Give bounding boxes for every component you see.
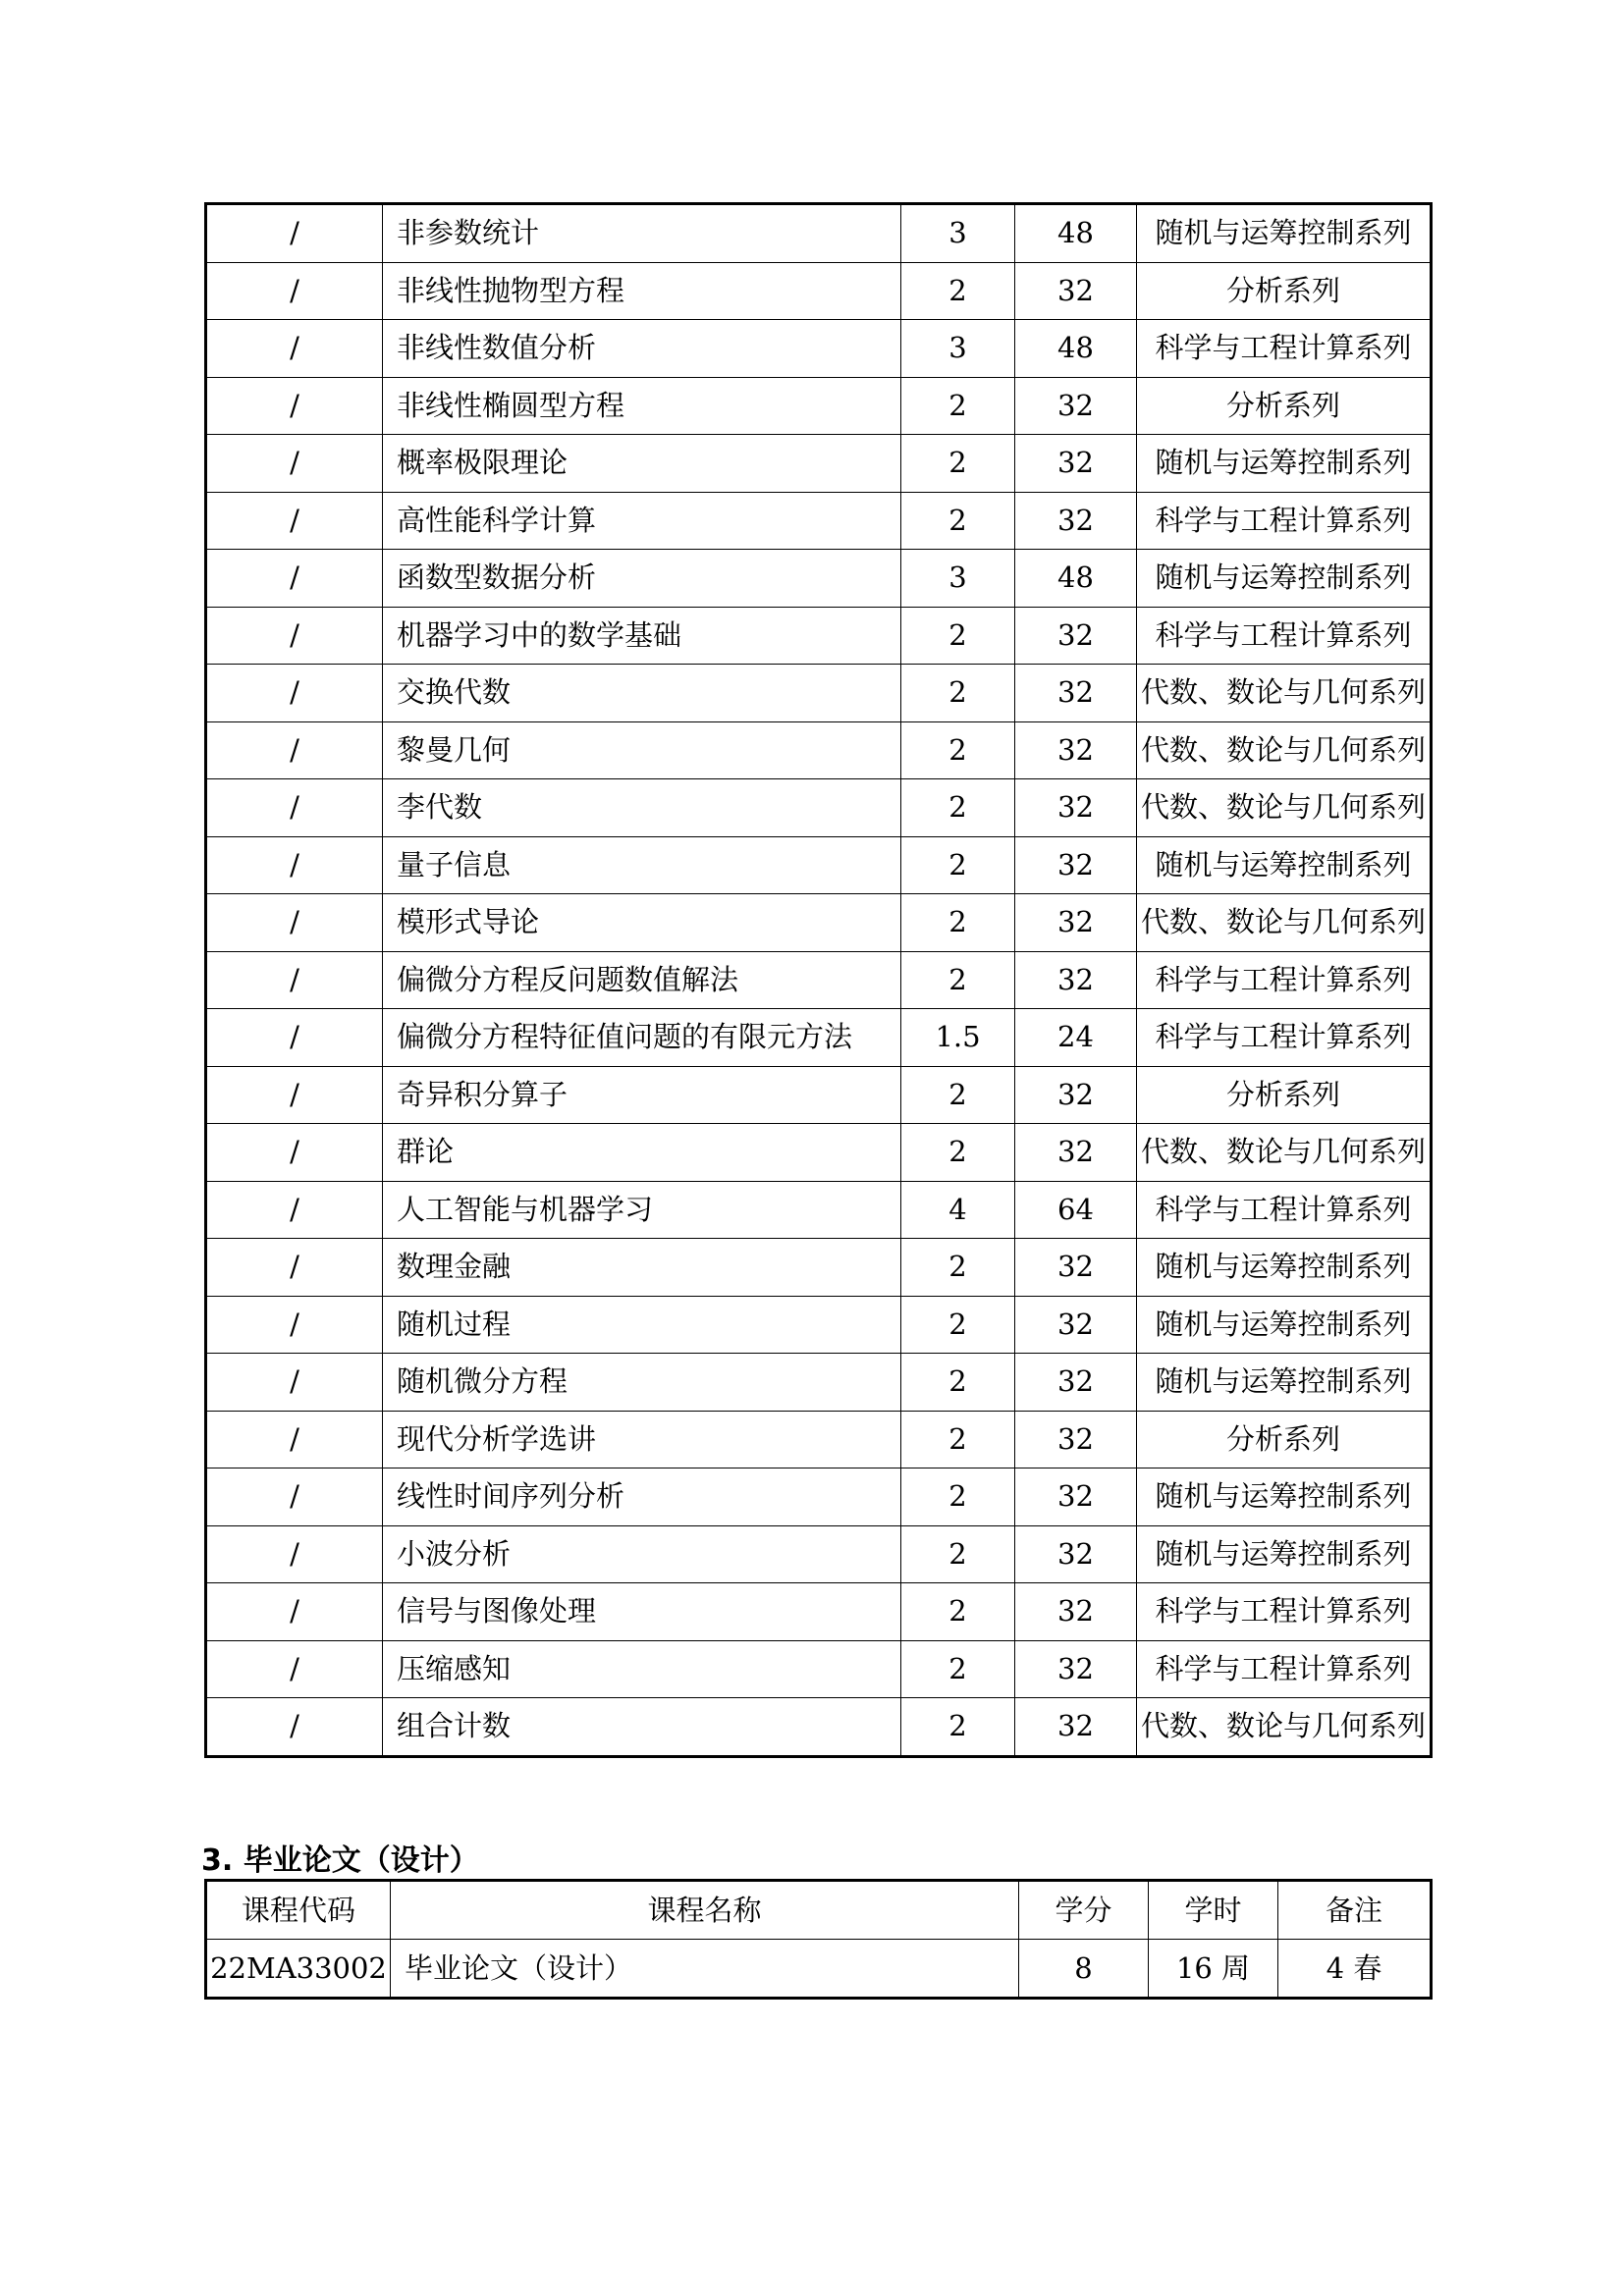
thesis-row: [206, 1940, 1432, 1999]
course-code: /: [206, 1239, 383, 1297]
course-code: /: [206, 1181, 383, 1239]
course-hours: 48: [1015, 320, 1137, 378]
course-series: 随机与运筹控制系列: [1137, 1354, 1432, 1412]
course-code: /: [206, 894, 383, 952]
table-row: [206, 1411, 1432, 1468]
table-row: [206, 1296, 1432, 1354]
thesis-note: 4 春: [1278, 1940, 1432, 1999]
table-row: [206, 1640, 1432, 1698]
table-row: [206, 1124, 1432, 1182]
course-series: 科学与工程计算系列: [1137, 1640, 1432, 1698]
course-code: /: [206, 262, 383, 320]
course-series: 代数、数论与几何系列: [1137, 1124, 1432, 1182]
course-name: 小波分析: [383, 1525, 901, 1583]
course-name: 偏微分方程反问题数值解法: [383, 951, 901, 1009]
course-code: /: [206, 1009, 383, 1067]
course-name: 高性能科学计算: [383, 492, 901, 550]
course-series: 随机与运筹控制系列: [1137, 1296, 1432, 1354]
header-course-code: 课程代码: [206, 1881, 391, 1940]
course-hours: 32: [1015, 1468, 1137, 1526]
course-credits: 2: [901, 665, 1015, 722]
course-credits: 2: [901, 1239, 1015, 1297]
course-name: 线性时间序列分析: [383, 1468, 901, 1526]
course-name: 非线性数值分析: [383, 320, 901, 378]
course-hours: 48: [1015, 550, 1137, 608]
course-name: 随机微分方程: [383, 1354, 901, 1412]
course-series: 随机与运筹控制系列: [1137, 550, 1432, 608]
course-credits: 2: [901, 951, 1015, 1009]
header-hours: 学时: [1149, 1881, 1278, 1940]
course-name: 人工智能与机器学习: [383, 1181, 901, 1239]
course-credits: 2: [901, 607, 1015, 665]
course-credits: 2: [901, 1411, 1015, 1468]
course-series: 随机与运筹控制系列: [1137, 435, 1432, 493]
course-hours: 32: [1015, 1124, 1137, 1182]
course-hours: 32: [1015, 951, 1137, 1009]
course-credits: 2: [901, 1525, 1015, 1583]
course-credits: 4: [901, 1181, 1015, 1239]
course-credits: 2: [901, 894, 1015, 952]
elective-course-table: [204, 202, 1433, 1758]
course-code: /: [206, 320, 383, 378]
thesis-table: [204, 1879, 1433, 2000]
course-code: /: [206, 665, 383, 722]
course-series: 科学与工程计算系列: [1137, 607, 1432, 665]
course-code: /: [206, 1698, 383, 1757]
table-row: [206, 1009, 1432, 1067]
course-name: 信号与图像处理: [383, 1583, 901, 1641]
course-code: /: [206, 550, 383, 608]
course-name: 压缩感知: [383, 1640, 901, 1698]
course-hours: 32: [1015, 262, 1137, 320]
thesis-credits: 8: [1019, 1940, 1149, 1999]
course-credits: 2: [901, 435, 1015, 493]
thesis-header-row: [206, 1881, 1432, 1940]
table-row: [206, 1066, 1432, 1124]
course-code: /: [206, 1296, 383, 1354]
table-row: [206, 550, 1432, 608]
table-row: [206, 665, 1432, 722]
table-row: [206, 1583, 1432, 1641]
course-credits: 1.5: [901, 1009, 1015, 1067]
course-series: 随机与运筹控制系列: [1137, 836, 1432, 894]
course-series: 代数、数论与几何系列: [1137, 665, 1432, 722]
course-credits: 3: [901, 320, 1015, 378]
course-code: /: [206, 1411, 383, 1468]
table-row: [206, 492, 1432, 550]
course-name: 函数型数据分析: [383, 550, 901, 608]
course-hours: 32: [1015, 1698, 1137, 1757]
course-hours: 32: [1015, 1525, 1137, 1583]
course-name: 交换代数: [383, 665, 901, 722]
course-series: 代数、数论与几何系列: [1137, 1698, 1432, 1757]
course-name: 非线性抛物型方程: [383, 262, 901, 320]
table-row: [206, 1698, 1432, 1757]
course-name: 李代数: [383, 779, 901, 837]
course-hours: 32: [1015, 894, 1137, 952]
table-row: [206, 894, 1432, 952]
course-series: 分析系列: [1137, 1066, 1432, 1124]
course-table-body: [206, 204, 1432, 1757]
table-row: [206, 377, 1432, 435]
course-credits: 3: [901, 550, 1015, 608]
course-name: 非线性椭圆型方程: [383, 377, 901, 435]
course-credits: 2: [901, 1124, 1015, 1182]
course-credits: 2: [901, 1698, 1015, 1757]
course-credits: 2: [901, 1354, 1015, 1412]
header-course-name: 课程名称: [391, 1881, 1019, 1940]
course-credits: 2: [901, 1468, 1015, 1526]
course-hours: 32: [1015, 1066, 1137, 1124]
thesis-course-code: 22MA33002: [206, 1940, 391, 1999]
table-row: [206, 951, 1432, 1009]
course-credits: 2: [901, 262, 1015, 320]
course-hours: 64: [1015, 1181, 1137, 1239]
course-name: 奇异积分算子: [383, 1066, 901, 1124]
course-name: 量子信息: [383, 836, 901, 894]
course-name: 数理金融: [383, 1239, 901, 1297]
course-series: 随机与运筹控制系列: [1137, 1239, 1432, 1297]
course-hours: 32: [1015, 1411, 1137, 1468]
section-heading: 3. 毕业论文（设计）: [201, 1843, 479, 1878]
course-hours: 32: [1015, 1239, 1137, 1297]
course-credits: 2: [901, 492, 1015, 550]
course-credits: 2: [901, 1640, 1015, 1698]
course-name: 黎曼几何: [383, 721, 901, 779]
course-code: /: [206, 1066, 383, 1124]
course-code: /: [206, 1583, 383, 1641]
course-code: /: [206, 435, 383, 493]
course-hours: 24: [1015, 1009, 1137, 1067]
course-series: 代数、数论与几何系列: [1137, 779, 1432, 837]
table-row: [206, 1525, 1432, 1583]
table-row: [206, 607, 1432, 665]
course-hours: 32: [1015, 836, 1137, 894]
course-code: /: [206, 836, 383, 894]
course-series: 分析系列: [1137, 1411, 1432, 1468]
course-credits: 2: [901, 377, 1015, 435]
course-series: 代数、数论与几何系列: [1137, 721, 1432, 779]
table-row: [206, 1181, 1432, 1239]
course-series: 科学与工程计算系列: [1137, 951, 1432, 1009]
course-hours: 32: [1015, 435, 1137, 493]
course-name: 随机过程: [383, 1296, 901, 1354]
table-row: [206, 1239, 1432, 1297]
course-series: 科学与工程计算系列: [1137, 320, 1432, 378]
course-code: /: [206, 204, 383, 263]
course-series: 科学与工程计算系列: [1137, 1181, 1432, 1239]
table-row: [206, 721, 1432, 779]
course-series: 科学与工程计算系列: [1137, 1583, 1432, 1641]
course-name: 非参数统计: [383, 204, 901, 263]
course-code: /: [206, 779, 383, 837]
table-row: [206, 262, 1432, 320]
course-hours: 32: [1015, 1583, 1137, 1641]
course-name: 机器学习中的数学基础: [383, 607, 901, 665]
course-series: 分析系列: [1137, 262, 1432, 320]
course-name: 模形式导论: [383, 894, 901, 952]
course-code: /: [206, 377, 383, 435]
course-hours: 32: [1015, 607, 1137, 665]
thesis-hours: 16 周: [1149, 1940, 1278, 1999]
course-credits: 2: [901, 1296, 1015, 1354]
course-credits: 2: [901, 779, 1015, 837]
course-hours: 32: [1015, 1640, 1137, 1698]
header-credits: 学分: [1019, 1881, 1149, 1940]
course-name: 偏微分方程特征值问题的有限元方法: [383, 1009, 901, 1067]
course-hours: 32: [1015, 665, 1137, 722]
table-row: [206, 1354, 1432, 1412]
course-credits: 3: [901, 204, 1015, 263]
course-code: /: [206, 1468, 383, 1526]
thesis-course-name: 毕业论文（设计）: [391, 1940, 1019, 1999]
course-code: /: [206, 1354, 383, 1412]
course-series: 代数、数论与几何系列: [1137, 894, 1432, 952]
table-row: [206, 435, 1432, 493]
course-credits: 2: [901, 1583, 1015, 1641]
course-series: 随机与运筹控制系列: [1137, 204, 1432, 263]
course-hours: 32: [1015, 779, 1137, 837]
course-code: /: [206, 951, 383, 1009]
table-row: [206, 320, 1432, 378]
course-name: 组合计数: [383, 1698, 901, 1757]
course-series: 科学与工程计算系列: [1137, 492, 1432, 550]
course-name: 现代分析学选讲: [383, 1411, 901, 1468]
course-name: 群论: [383, 1124, 901, 1182]
course-code: /: [206, 1640, 383, 1698]
course-hours: 32: [1015, 1354, 1137, 1412]
table-row: [206, 836, 1432, 894]
course-hours: 48: [1015, 204, 1137, 263]
course-credits: 2: [901, 721, 1015, 779]
course-hours: 32: [1015, 1296, 1137, 1354]
course-series: 随机与运筹控制系列: [1137, 1525, 1432, 1583]
course-hours: 32: [1015, 377, 1137, 435]
course-series: 科学与工程计算系列: [1137, 1009, 1432, 1067]
table-row: [206, 204, 1432, 263]
course-hours: 32: [1015, 492, 1137, 550]
course-code: /: [206, 721, 383, 779]
course-name: 概率极限理论: [383, 435, 901, 493]
course-code: /: [206, 607, 383, 665]
course-credits: 2: [901, 836, 1015, 894]
table-row: [206, 779, 1432, 837]
course-series: 分析系列: [1137, 377, 1432, 435]
table-row: [206, 1468, 1432, 1526]
course-code: /: [206, 492, 383, 550]
header-note: 备注: [1278, 1881, 1432, 1940]
course-code: /: [206, 1525, 383, 1583]
course-series: 随机与运筹控制系列: [1137, 1468, 1432, 1526]
course-hours: 32: [1015, 721, 1137, 779]
course-credits: 2: [901, 1066, 1015, 1124]
course-code: /: [206, 1124, 383, 1182]
